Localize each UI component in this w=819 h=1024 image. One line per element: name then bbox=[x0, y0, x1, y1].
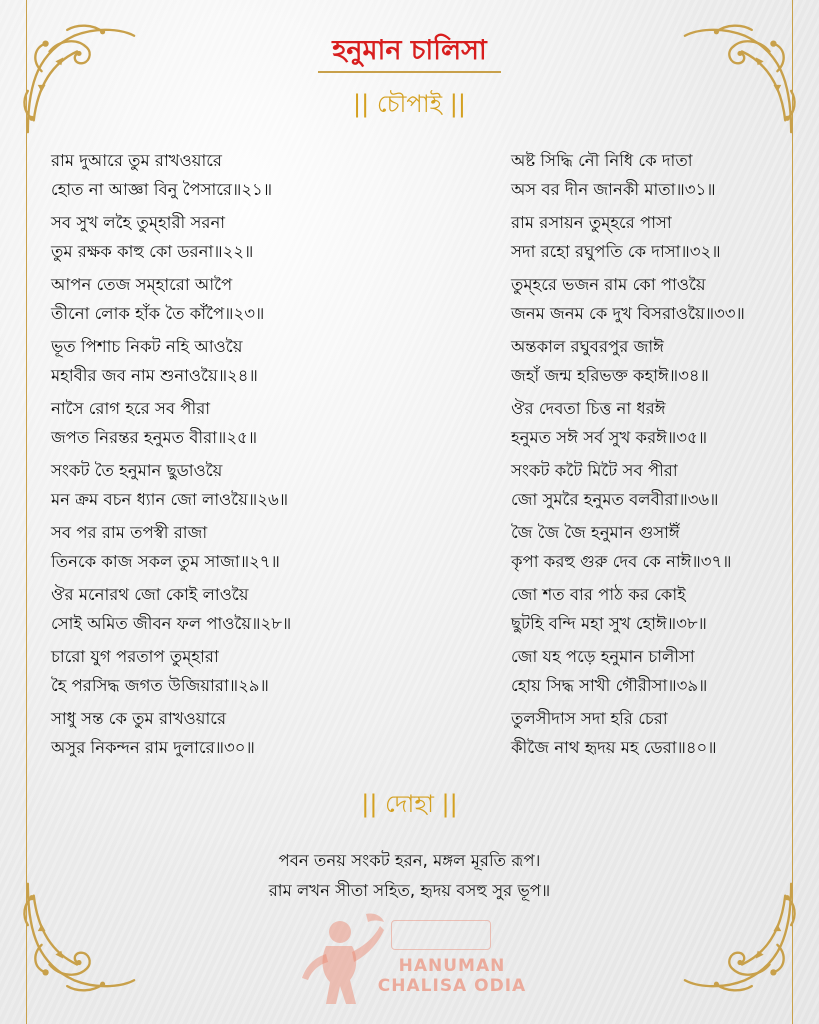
verse bbox=[51, 704, 291, 766]
watermark-logo bbox=[296, 908, 536, 1008]
verse-line: জৈ জৈ জৈ হনুমান গুসাঈঁ bbox=[511, 523, 680, 542]
verse bbox=[511, 518, 745, 580]
verse bbox=[51, 456, 291, 518]
verse bbox=[511, 704, 745, 766]
verse-line: সদা রহো রঘুপতি কে দাসা॥৩২॥ bbox=[511, 242, 721, 261]
verse-line: তুম রক্ষক কাহু কো ডরনা॥২২॥ bbox=[51, 242, 254, 261]
verse-line: সংকট তৈ হনুমান ছুডাওয়ৈ bbox=[51, 461, 223, 480]
verse-line: ভূত পিশাচ নিকট নহি আওয়ৈ bbox=[51, 337, 243, 356]
verse-line: তুলসীদাস সদা হরি চেরা bbox=[511, 709, 668, 728]
verse-line: অস বর দীন জানকী মাতা॥৩১॥ bbox=[511, 180, 716, 199]
page-title: হনুমান চালিসা bbox=[332, 35, 487, 66]
verse-line: জহাঁ জন্ম হরিভক্ত কহাঈ॥৩৪॥ bbox=[511, 366, 709, 385]
verse bbox=[511, 580, 745, 642]
verse bbox=[511, 146, 745, 208]
verse bbox=[51, 146, 291, 208]
verse-column-right bbox=[511, 146, 745, 766]
verse bbox=[51, 208, 291, 270]
verse-line: সাধু সন্ত কে তুম রাখওয়ারে bbox=[51, 709, 227, 728]
watermark-text-line: HANUMAN bbox=[398, 956, 506, 976]
doha-line: রাম লখন সীতা সহিত, হৃদয় বসহু সুর ভূপ॥ bbox=[268, 881, 551, 900]
verse-line: মন ক্রম বচন ধ্যান জো লাওয়ৈ॥২৬॥ bbox=[51, 490, 289, 509]
verse-line: ঔর মনোরথ জো কোই লাওয়ৈ bbox=[51, 585, 249, 604]
verse-line: তীনো লোক হাঁক তৈ কাঁপৈ॥২৩॥ bbox=[51, 304, 265, 323]
verse-line: জনম জনম কে দুখ বিসরাওয়ৈ॥৩৩॥ bbox=[511, 304, 745, 323]
verse-line: অষ্ট সিদ্ধি নৌ নিধি কে দাতা bbox=[511, 151, 693, 170]
verse bbox=[511, 394, 745, 456]
verse-line: কৃপা করহু গুরু দেব কে নাঈ॥৩৭॥ bbox=[511, 552, 732, 571]
verse-line: তুম্হরে ভজন রাম কো পাওয়ৈ bbox=[511, 275, 706, 294]
verse-column-left bbox=[51, 146, 291, 766]
watermark-text bbox=[362, 956, 542, 996]
verse-line: জো সুমরৈ হনুমত বলবীরা॥৩৬॥ bbox=[511, 490, 719, 509]
verse bbox=[511, 456, 745, 518]
verse-line: নাসৈ রোগ হরে সব পীরা bbox=[51, 399, 211, 418]
verse bbox=[511, 270, 745, 332]
verse-line: রাম রসায়ন তুম্হরে পাসা bbox=[511, 213, 672, 232]
verse bbox=[511, 332, 745, 394]
verse bbox=[51, 642, 291, 704]
verse-line: চারো যুগ পরতাপ তুম্হারা bbox=[51, 647, 219, 666]
verse bbox=[511, 642, 745, 704]
verse-line: অসুর নিকন্দন রাম দুলারে॥৩০॥ bbox=[51, 738, 255, 757]
verse-line: জো যহ পড়ে হনুমান চালীসা bbox=[511, 647, 695, 666]
verse bbox=[51, 580, 291, 642]
verse-line: কীজৈ নাথ হৃদয় মহ ডেরা॥৪০॥ bbox=[511, 738, 717, 757]
verse-line: তিনকে কাজ সকল তুম সাজা॥২৭॥ bbox=[51, 552, 280, 571]
verse-line: ছুটহি বন্দি মহা সুখ হোঈ॥৩৮॥ bbox=[511, 614, 707, 633]
verse-line: হৈ পরসিদ্ধ জগত উজিয়ারা॥২৯॥ bbox=[51, 676, 269, 695]
watermark-stamp bbox=[391, 920, 491, 950]
verse bbox=[51, 518, 291, 580]
verse-line: আপন তেজ সম্হারো আপৈ bbox=[51, 275, 233, 294]
verse bbox=[51, 394, 291, 456]
title-underline bbox=[318, 71, 501, 73]
verse-line: জো শত বার পাঠ কর কোই bbox=[511, 585, 686, 604]
verse-line: হোয় সিদ্ধ সাখী গৌরীসা॥৩৯॥ bbox=[511, 676, 708, 695]
verse-line: জপত নিরন্তর হনুমত বীরা॥২৫॥ bbox=[51, 428, 258, 447]
verse-line: সোই অমিত জীবন ফল পাওয়ৈ॥২৮॥ bbox=[51, 614, 292, 633]
verse bbox=[51, 270, 291, 332]
doha-block bbox=[0, 846, 819, 906]
verse-line: হোত না আজ্ঞা বিনু পৈসারে॥২১॥ bbox=[51, 180, 273, 199]
section-heading-chaupai: || চৌপাই || bbox=[353, 90, 466, 118]
verse-line: অন্তকাল রঘুবরপুর জাঈ bbox=[511, 337, 664, 356]
verse-line: ঔর দেবতা চিত্ত না ধরঈ bbox=[511, 399, 666, 418]
verse-line: সব পর রাম তপস্বী রাজা bbox=[51, 523, 208, 542]
doha-line: পবন তনয় সংকট হরন, মঙ্গল মূরতি রূপ। bbox=[278, 851, 541, 870]
verse-line: সব সুখ লহৈ তুম্হারী সরনা bbox=[51, 213, 226, 232]
verse-line: হনুমত সঈ সর্ব সুখ করঈ॥৩৫॥ bbox=[511, 428, 708, 447]
watermark-text-line: CHALISA ODIA bbox=[377, 976, 527, 996]
section-heading-doha: || দোহা || bbox=[361, 790, 458, 818]
verse-line: মহাবীর জব নাম শুনাওয়ৈ॥২৪॥ bbox=[51, 366, 258, 385]
verse bbox=[511, 208, 745, 270]
verse-line: সংকট কটৈ মিটৈ সব পীরা bbox=[511, 461, 678, 480]
verse-line: রাম দুআরে তুম রাখওয়ারে bbox=[51, 151, 222, 170]
verse bbox=[51, 332, 291, 394]
